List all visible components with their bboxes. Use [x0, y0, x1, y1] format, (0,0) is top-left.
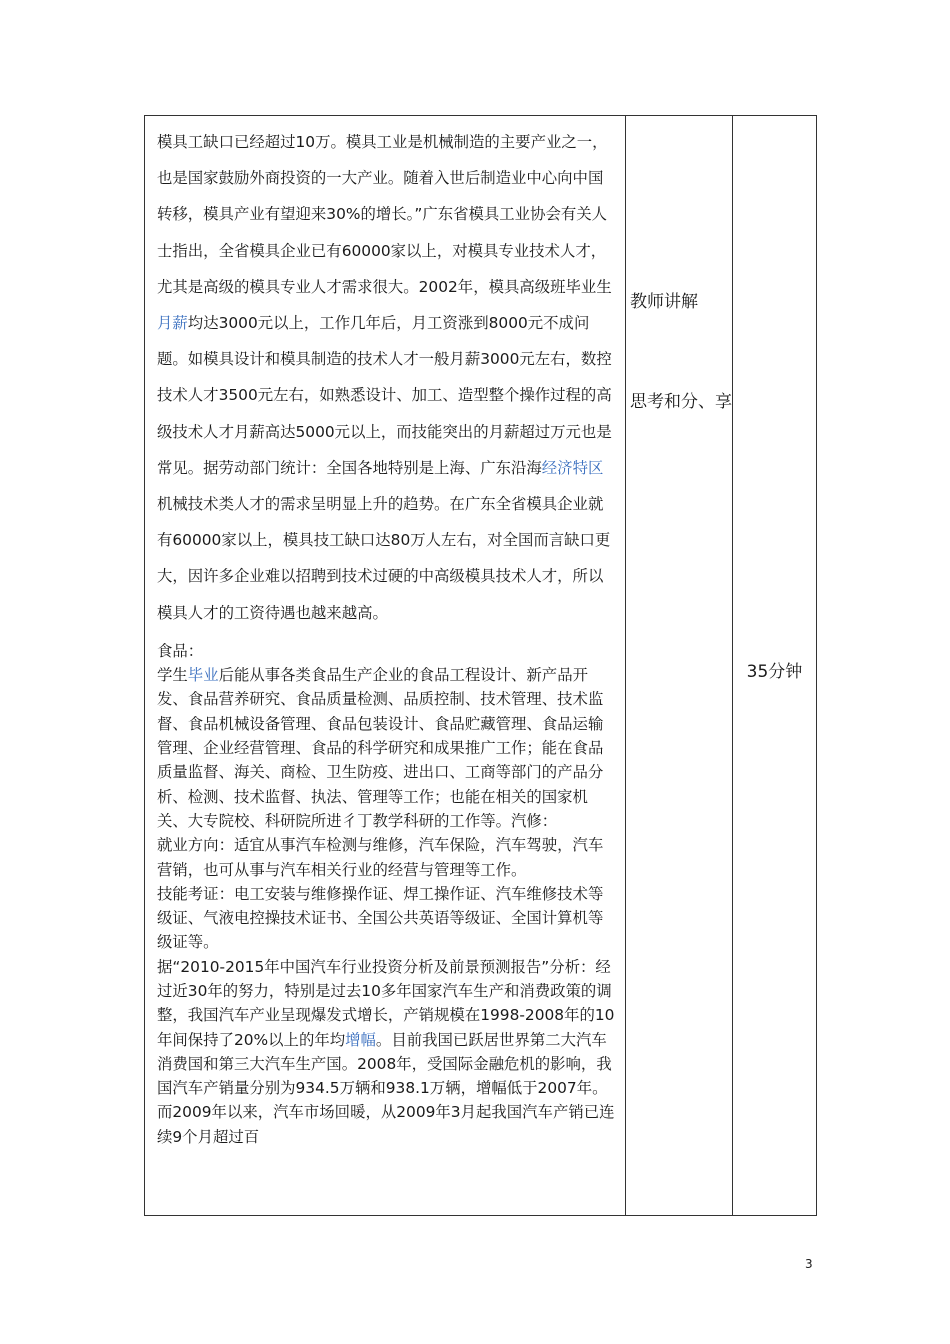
student-activity: 思考和分、享: [630, 392, 732, 412]
content-cell: [145, 116, 626, 1216]
teacher-activity: 教师讲解: [630, 292, 698, 312]
mold-paragraph: 模具工缺口已经超过10万。模具工业是机械制造的主要产业之一，也是国家鼓励外商投资的一大产业。随着入世后制造业中心向中国转移，模具产业有望迎来30%的增长。”广东省模具工业协会有关人士指出，全省模具企业已有60000家以上，对模具专业技术人才，尤其是高级的模具专业人才需求很大。2002年，模具高级班毕业生月薪均达3000元以上，工作几年后，月工资涨到8000元不成问题。如模具设计和模具制造的技术人才一般月薪3000元左右，数控技术人才3500元左右，如熟悉设计、加工、造型整个操作过程的高级技术人才月薪高达5000元以上，而技能突出的月薪超过万元也是常见。据劳动部门统计：全国各地特别是上海、广东沿海经济特区机械技术类人才的需求呈明显上升的趋势。在广东全省模具企业就有60000家以上，模具技工缺口达80万人左右，对全国而言缺口更大，因许多企业难以招聘到技术过硬的中高级模具技术人才，所以模具人才的工资待遇也越来越高。: [157, 133, 612, 622]
duration-label: 35分钟: [746, 662, 803, 682]
graduate-link[interactable]: 毕业: [187, 666, 219, 685]
lesson-plan-table: [144, 115, 817, 1216]
certificates-paragraph: 技能考证：电工安装与维修操作证、焊工操作证、汽车维修技术等级证、气液电控操技术证书、全国公共英语等级证、全国计算机等级证等。: [157, 884, 604, 952]
salary-link[interactable]: 月薪: [157, 314, 188, 333]
food-heading: 食品：: [157, 641, 204, 660]
food-paragraph: 学生毕业后能从事各类食品生产企业的食品工程设计、新产品开发、食品营养研究、食品质量检测、品质控制、技术管理、技术监督、食品机械设备管理、食品包装设计、食品贮藏管理、食品运输管理、企业经营管理、食品的科学研究和成果推广工作；能在食品质量监督、海关、商检、卫生防疫、进出口、工商等部门的产品分析、检测、技术监督、执法、管理等工作；也能在相关的国家机关、大专院校、科研院所进彳丁教学科研的工作等。汽修：: [157, 666, 604, 830]
activity-cell: [626, 116, 733, 1216]
growth-link[interactable]: 增幅: [345, 1030, 376, 1049]
page-number: 3: [805, 1257, 813, 1271]
economic-zone-link[interactable]: 经济特区: [541, 458, 604, 477]
auto-paragraph: 据“2010-2015年中国汽车行业投资分析及前景预测报告”分析：经过近30年的努力，特别是过去10多年国家汽车生产和消费政策的调整，我国汽车产业呈现爆发式增长，产销规模在1998-2008年的10年间保持了20%以上的年均增幅。目前我国已跃居世界第二大汽车消费国和第三大汽车生产国。2008年，受国际金融危机的影响，我国汽车产销量分别为934.5万辆和938.1万辆，增幅低于2007年。而2009年以来，汽车市场回暖，从2009年3月起我国汽车产销已连续9个月超过百: [157, 957, 615, 1146]
employment-paragraph: 就业方向：适宜从事汽车检测与维修，汽车保险，汽车驾驶，汽车营销，也可从事与汽车相关行业的经营与管理等工作。: [157, 836, 604, 879]
duration-cell: [733, 116, 817, 1216]
